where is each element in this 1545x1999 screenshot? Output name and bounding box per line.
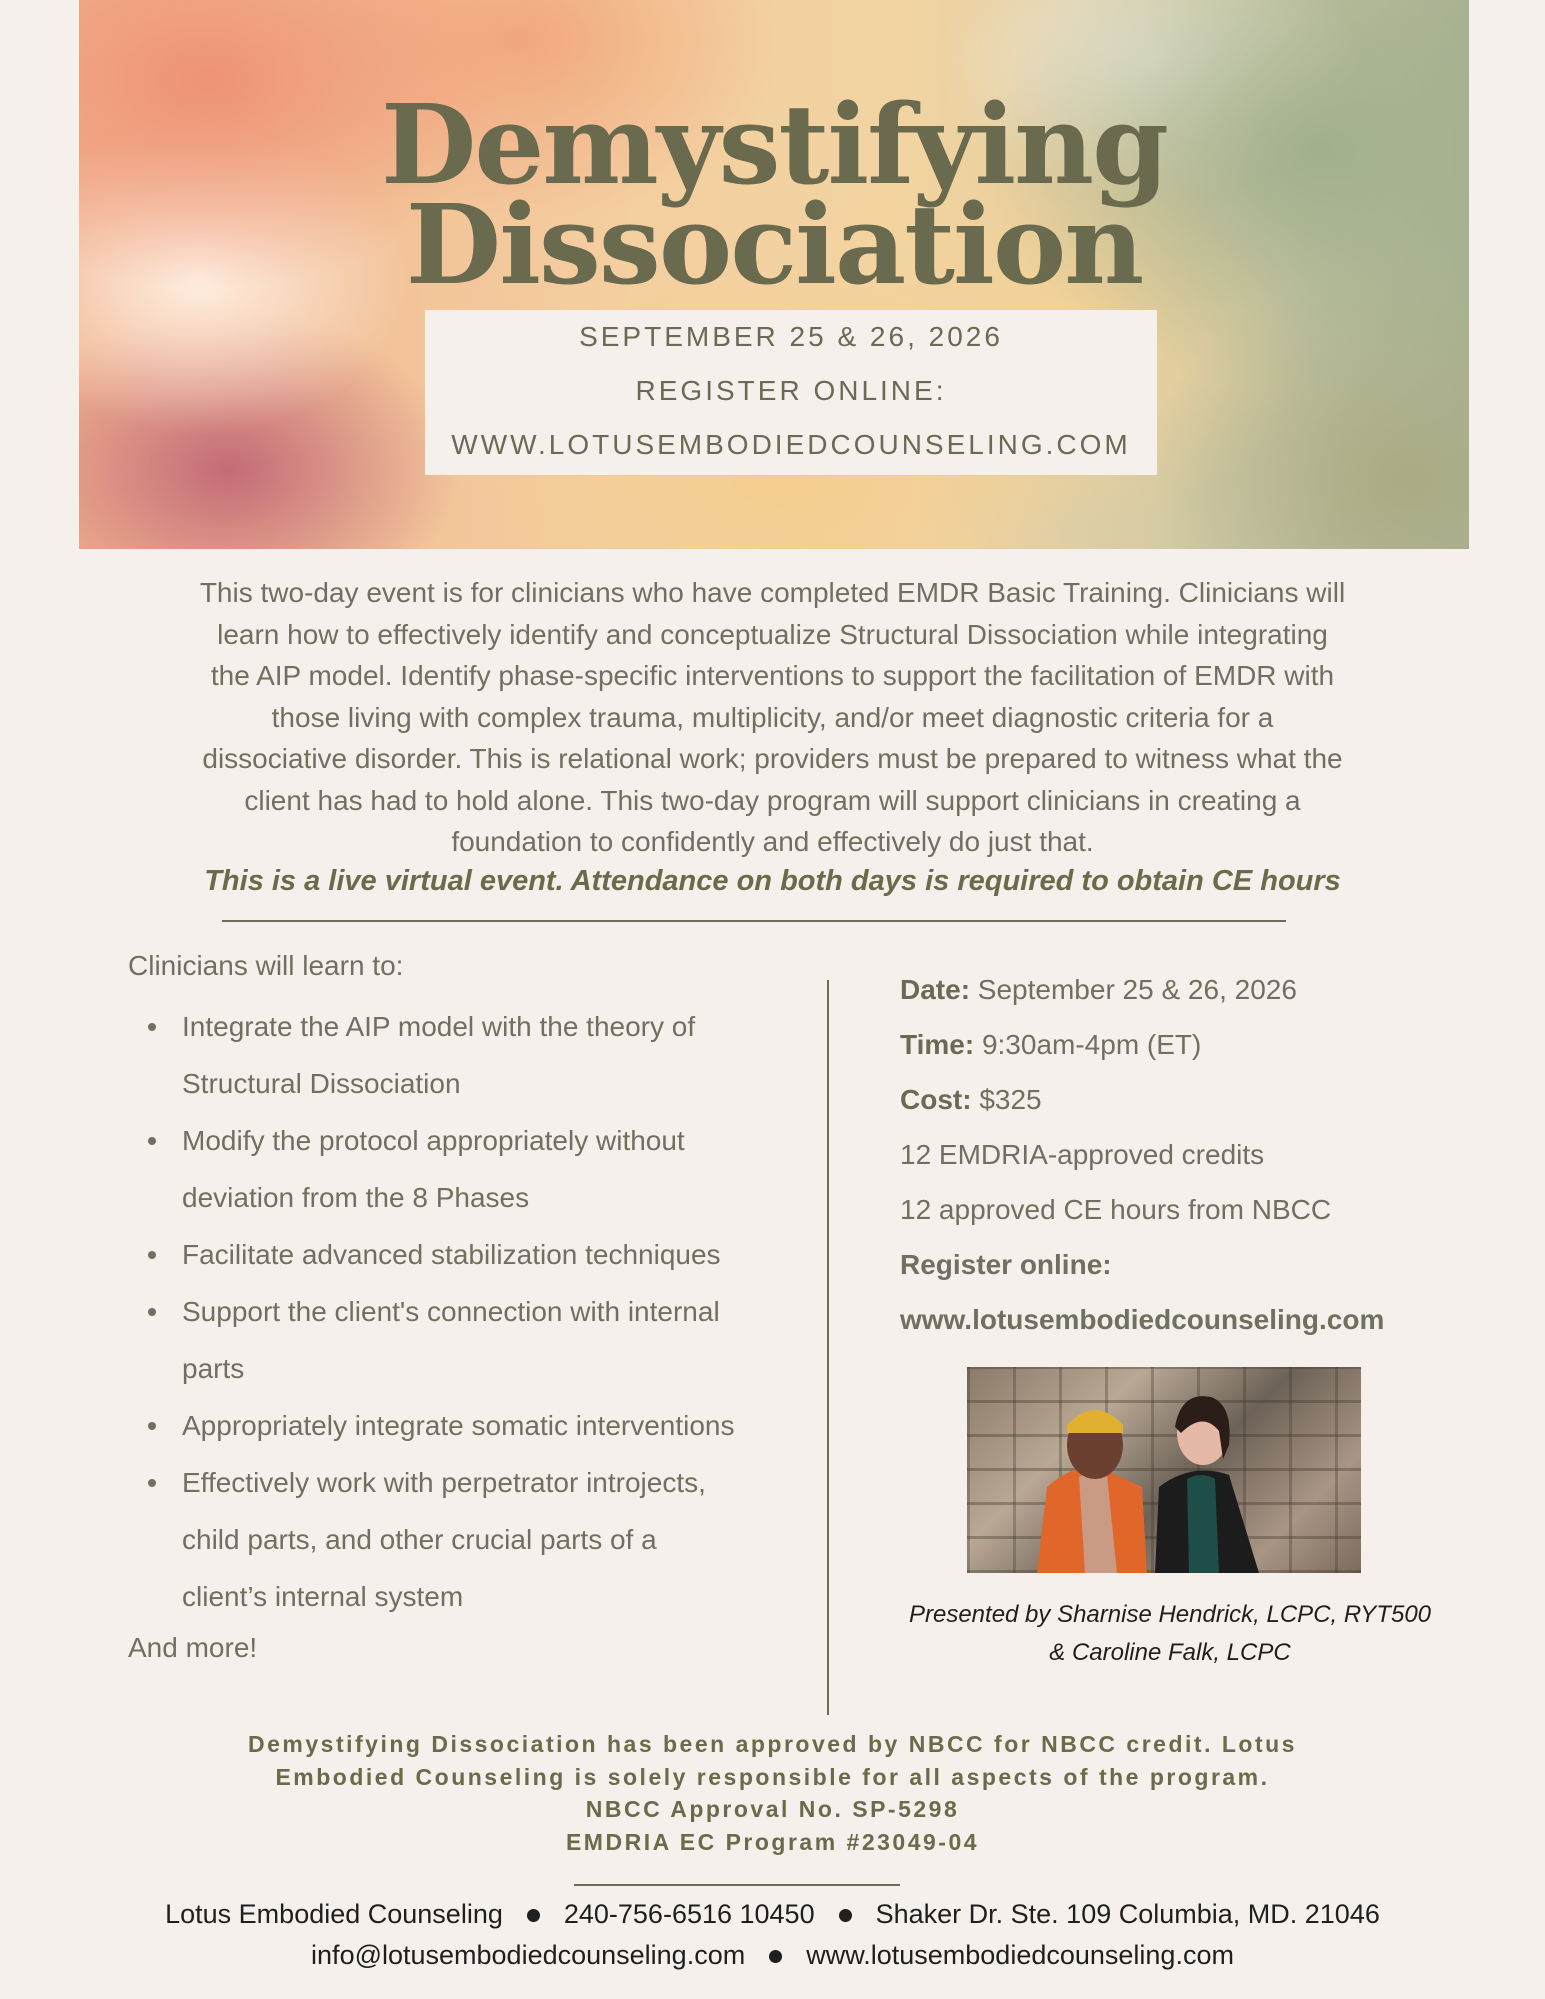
bullet-icon xyxy=(769,1950,782,1963)
and-more-text: And more! xyxy=(128,1632,258,1663)
hero-banner xyxy=(79,0,1469,549)
credits-row: 12 EMDRIA-approved credits xyxy=(900,1139,1265,1170)
bullet-icon xyxy=(148,1479,156,1487)
event-details xyxy=(900,962,1460,1347)
phone-number[interactable]: 240-756-6516 10450 xyxy=(563,1899,815,1929)
footer-contact-line-2 xyxy=(80,1940,1465,1971)
register-link[interactable]: www.lotusembodiedcounseling.com xyxy=(900,1304,1385,1335)
learning-objectives-list xyxy=(128,998,818,1625)
org-name: Lotus Embodied Counseling xyxy=(165,1899,503,1929)
bullet-icon xyxy=(148,1251,156,1259)
learn-heading: Clinicians will learn to: xyxy=(128,950,404,981)
divider-horizontal xyxy=(222,920,1286,922)
intro-line: client has had to hold alone. This two-day program will support clinicians in creating a xyxy=(244,784,1301,816)
bullet-icon xyxy=(527,1909,540,1922)
approval-line: Demystifying Dissociation has been approved by NBCC for NBCC credit. Lotus xyxy=(248,1731,1297,1757)
register-online-label: REGISTER ONLINE: xyxy=(635,375,947,406)
list-item: Integrate the AIP model with the theory of Structural Dissociation xyxy=(128,998,818,1112)
bullet-icon xyxy=(148,1023,156,1031)
register-label: Register online: xyxy=(900,1249,1112,1280)
register-url[interactable]: WWW.LOTUSEMBODIEDCOUNSELING.COM xyxy=(451,429,1131,460)
approval-statement xyxy=(120,1728,1425,1858)
bullet-icon xyxy=(839,1909,852,1922)
bullet-icon xyxy=(148,1422,156,1430)
live-virtual-note: This is a live virtual event. Attendance on both days is required to obtain CE hours xyxy=(204,865,1341,897)
intro-line: dissociative disorder. This is relational work; providers must be prepared to witness what the xyxy=(202,743,1343,774)
footer-contact-line-1 xyxy=(80,1899,1465,1930)
title-line-2: Dissociation xyxy=(405,180,1143,309)
website-link[interactable]: www.lotusembodiedcounseling.com xyxy=(806,1940,1234,1970)
presenters-photo xyxy=(967,1367,1361,1573)
event-dates: SEPTEMBER 25 & 26, 2026 xyxy=(579,321,1003,352)
presenters-credit xyxy=(880,1596,1460,1672)
intro-line: the AIP model. Identify phase-specific interventions to support the facilitation of EMDR with xyxy=(210,660,1335,691)
address: Shaker Dr. Ste. 109 Columbia, MD. 21046 xyxy=(875,1899,1380,1929)
date-row: Date: September 25 & 26, 2026 xyxy=(900,974,1297,1005)
nbcc-approval-number: NBCC Approval No. SP-5298 xyxy=(585,1796,960,1822)
presenters-illustration xyxy=(967,1367,1361,1573)
bullet-icon xyxy=(148,1137,156,1145)
title-line-1: Demystifying xyxy=(380,80,1168,209)
list-item: Facilitate advanced stabilization techniques xyxy=(128,1226,818,1283)
presenters-line-1: Presented by Sharnise Hendrick, LCPC, RYT500 xyxy=(908,1601,1432,1628)
divider-vertical xyxy=(827,980,829,1715)
list-item: Effectively work with perpetrator introjects, child parts, and other crucial parts of a client’s internal system xyxy=(128,1454,818,1625)
ce-hours-row: 12 approved CE hours from NBCC xyxy=(900,1194,1332,1225)
list-item: Appropriately integrate somatic interventions xyxy=(128,1397,818,1454)
presenters-line-2: & Caroline Falk, LCPC xyxy=(1049,1639,1291,1666)
time-row: Time: 9:30am-4pm (ET) xyxy=(900,1029,1202,1060)
list-item: Support the client's connection with internal parts xyxy=(128,1283,818,1397)
list-item: Modify the protocol appropriately without deviation from the 8 Phases xyxy=(128,1112,818,1226)
intro-line: foundation to confidently and effectively do just that. xyxy=(451,826,1094,857)
event-info-box xyxy=(425,310,1157,475)
emdria-program-number: EMDRIA EC Program #23049-04 xyxy=(565,1828,980,1855)
intro-paragraph xyxy=(110,572,1435,863)
cost-row: Cost: $325 xyxy=(900,1084,1042,1115)
email-link[interactable]: info@lotusembodiedcounseling.com xyxy=(311,1940,746,1970)
approval-line: Embodied Counseling is solely responsible for all aspects of the program. xyxy=(275,1763,1270,1790)
footer-divider xyxy=(574,1884,900,1886)
intro-line: This two-day event is for clinicians who have completed EMDR Basic Training. Clinicians will xyxy=(199,577,1346,608)
intro-line: those living with complex trauma, multiplicity, and/or meet diagnostic criteria for a xyxy=(271,701,1274,733)
bullet-icon xyxy=(148,1308,156,1316)
intro-line: learn how to effectively identify and conceptualize Structural Dissociation while integrating xyxy=(217,618,1328,650)
